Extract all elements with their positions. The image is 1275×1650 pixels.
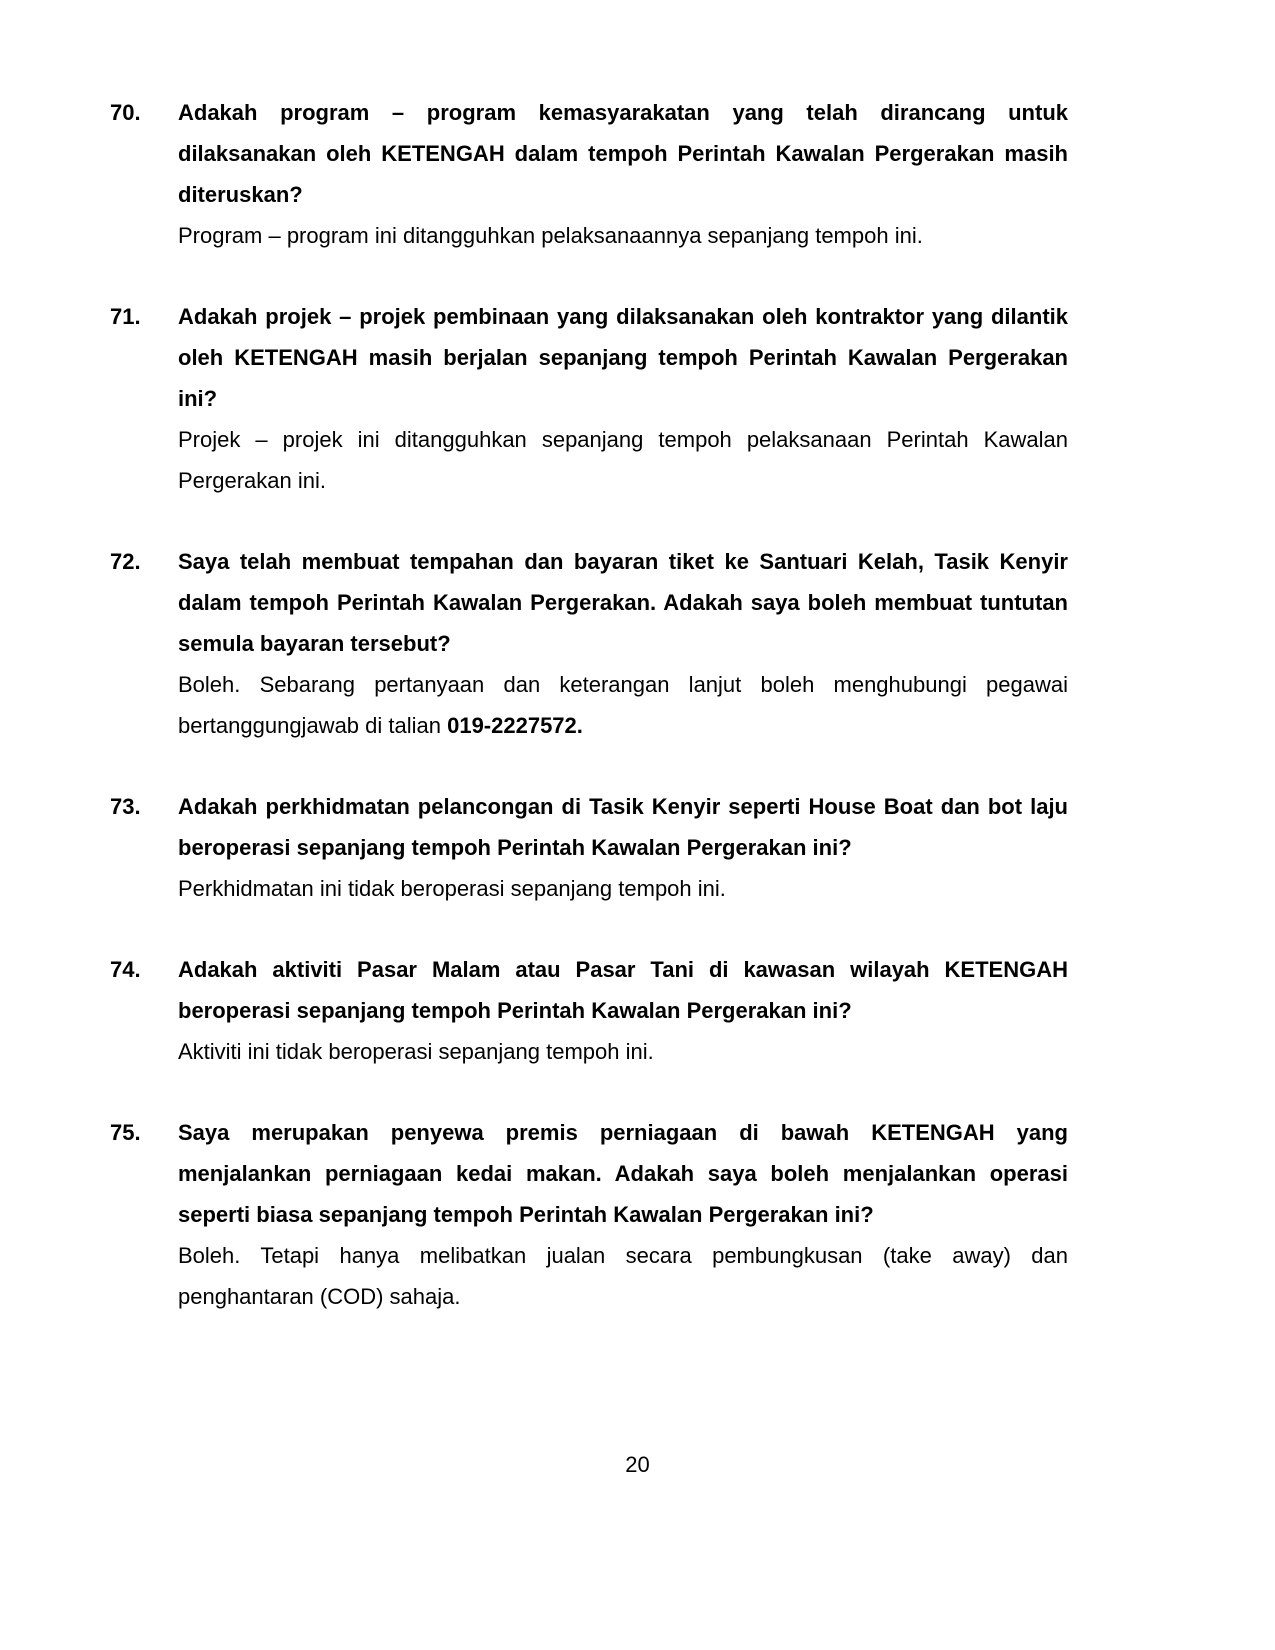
page-number: 20 — [625, 1452, 650, 1477]
question-text: Saya telah membuat tempahan dan bayaran tiket ke Santuari Kelah, Tasik Kenyir dalam tempoh Perintah Kawalan Pergerakan. Adakah saya boleh membuat tuntutan semula bayaran tersebut? — [178, 549, 1068, 656]
answer-plain: Boleh. Tetapi hanya melibatkan jualan secara pembungkusan (take away) dan penghantaran (COD) sahaja. — [178, 1243, 1068, 1309]
faq-item-72 — [110, 541, 1068, 746]
item-body — [178, 541, 1068, 746]
faq-list — [110, 92, 1068, 1357]
question-text: Adakah aktiviti Pasar Malam atau Pasar Tani di kawasan wilayah KETENGAH beroperasi sepanjang tempoh Perintah Kawalan Pergerakan ini? — [178, 957, 1068, 1023]
answer-text — [178, 1031, 1068, 1072]
faq-item-71 — [110, 296, 1068, 501]
question-text: Adakah program – program kemasyarakatan yang telah dirancang untuk dilaksanakan oleh KETENGAH dalam tempoh Perintah Kawalan Pergerakan masih diteruskan? — [178, 100, 1068, 207]
answer-text — [178, 215, 1068, 256]
item-body — [178, 786, 1068, 909]
item-body — [178, 1112, 1068, 1317]
answer-text — [178, 419, 1068, 501]
phone-number: 019-2227572. — [447, 713, 583, 738]
item-number: 70. — [110, 100, 141, 125]
answer-plain: Aktiviti ini tidak beroperasi sepanjang tempoh ini. — [178, 1039, 654, 1064]
item-number: 74. — [110, 957, 141, 982]
answer-plain: Program – program ini ditangguhkan pelaksanaannya sepanjang tempoh ini. — [178, 223, 923, 248]
item-number: 75. — [110, 1120, 141, 1145]
item-number: 71. — [110, 304, 141, 329]
answer-text — [178, 664, 1068, 746]
question-text: Adakah perkhidmatan pelancongan di Tasik Kenyir seperti House Boat dan bot laju beroperasi sepanjang tempoh Perintah Kawalan Pergerakan ini? — [178, 794, 1068, 860]
faq-item-74 — [110, 949, 1068, 1072]
item-body — [178, 296, 1068, 501]
answer-plain: Perkhidmatan ini tidak beroperasi sepanjang tempoh ini. — [178, 876, 726, 901]
question-text: Adakah projek – projek pembinaan yang dilaksanakan oleh kontraktor yang dilantik oleh KETENGAH masih berjalan sepanjang tempoh Perintah Kawalan Pergerakan ini? — [178, 304, 1068, 411]
answer-plain: Boleh. Sebarang pertanyaan dan keterangan lanjut boleh menghubungi pegawai bertanggungjawab di talian — [178, 672, 1068, 738]
item-body — [178, 949, 1068, 1072]
faq-item-75 — [110, 1112, 1068, 1317]
item-number: 72. — [110, 549, 141, 574]
answer-plain: Projek – projek ini ditangguhkan sepanjang tempoh pelaksanaan Perintah Kawalan Pergerakan ini. — [178, 427, 1068, 493]
item-number: 73. — [110, 794, 141, 819]
faq-item-70 — [110, 92, 1068, 256]
question-text: Saya merupakan penyewa premis perniagaan di bawah KETENGAH yang menjalankan perniagaan kedai makan. Adakah saya boleh menjalankan operasi seperti biasa sepanjang tempoh Perintah Kawalan Pergerakan ini? — [178, 1120, 1068, 1227]
faq-item-73 — [110, 786, 1068, 909]
answer-text — [178, 868, 1068, 909]
item-body — [178, 92, 1068, 256]
answer-text — [178, 1235, 1068, 1317]
